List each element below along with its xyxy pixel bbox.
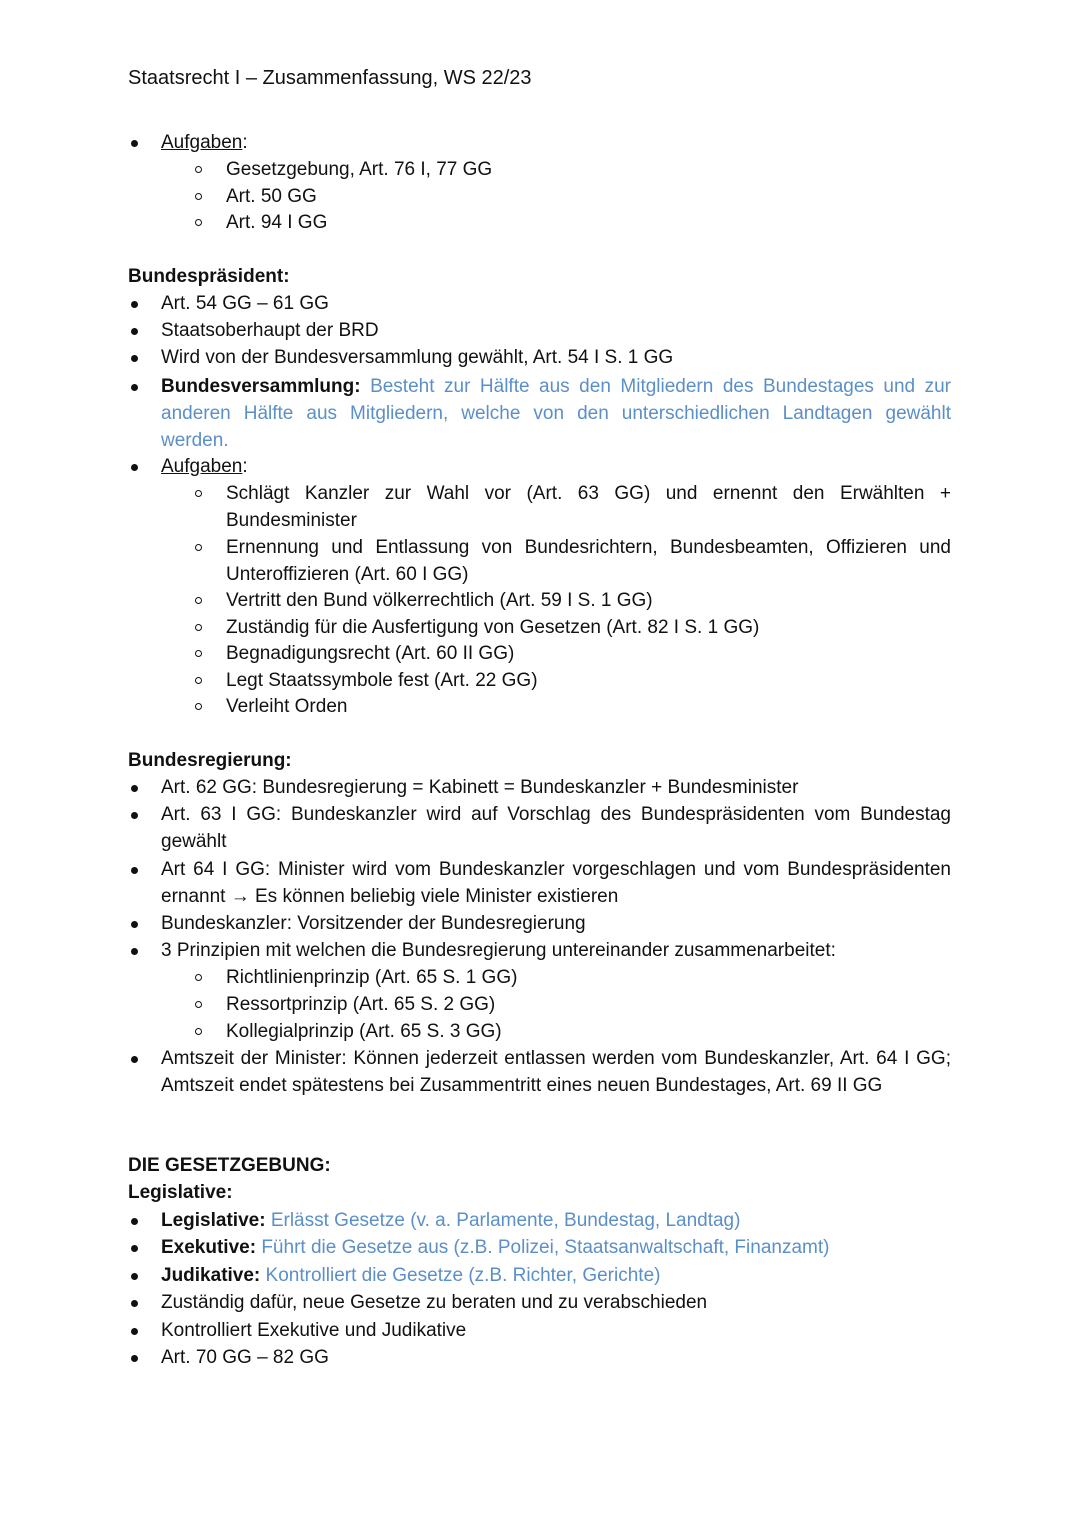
definition-bundesversammlung: Bundesversammlung: Besteht zur Hälfte aus den Mitgliedern des Bundestages und zur anderen Hälfte aus Mitgliedern, welche von den unterschiedlichen Landtagen gewählt werden. (161, 376, 951, 451)
section-heading-bundesregierung: Bundesregierung: (128, 750, 292, 771)
circle-bullet-icon (195, 974, 202, 981)
bullet-icon (131, 384, 138, 391)
circle-bullet-icon (195, 166, 202, 173)
list-item-text: Amtszeit der Minister: Können jederzeit entlassen werden vom Bundeskanzler, Art. 64 I GG; Amtszeit endet spätestens bei Zusammentritt eines neuen Bundestages, Art. 69 II GG (161, 1048, 951, 1096)
list-item-text: Art. 63 I GG: Bundeskanzler wird auf Vorschlag des Bundespräsidenten vom Bundestag gewählt (161, 804, 951, 852)
page-header-title: Staatsrecht I – Zusammenfassung, WS 22/23 (128, 67, 532, 89)
section-heading-gesetzgebung: DIE GESETZGEBUNG: (128, 1155, 331, 1176)
bullet-icon (131, 328, 138, 335)
subheading-legislative: Legislative: (128, 1182, 233, 1203)
circle-bullet-icon (195, 219, 202, 226)
bullet-icon (131, 1355, 138, 1362)
bullet-icon (131, 301, 138, 308)
bullet-icon (131, 1328, 138, 1335)
bullet-icon (131, 1056, 138, 1063)
bullet-icon (131, 1218, 138, 1225)
bullet-icon (131, 948, 138, 955)
document-page: Staatsrecht I – Zusammenfassung, WS 22/23 Aufgaben: Gesetzgebung, Art. 76 I, 77 GG Art. 50 GG Art. 94 I GG Bundespräsident: Art. 54 GG – 61 GG Staatsoberhaupt der BRD Wird von der Bundesversammlung gewählt, Art. 54 I S. 1 GG Bundesversammlung: Besteht zur Hälfte aus den Mitgliedern des Bundestages und zur anderen Hälfte aus Mitgliedern, welche von den unterschiedlichen Landtagen gewählt werden. Aufgaben: Schlägt Kanzler zur Wahl vor (Art. 63 GG) und ernennt den Erwählten + Bundesminister Ernennung und Entlassung von Bundesrichtern, Bundesbeamten, Offizieren und Unteroffizieren (Art. 60 I GG) Vertritt den Bund völkerrechtlich (Art. 59 I S. 1 GG) Zuständig für die Ausfertigung von Gesetzen (Art. 82 I S. 1 GG) Begnadigungsrecht (Art. 60 II GG) Legt Staatssymbole fest (Art. 22 GG) Verleiht Orden Bundesregierung: Art. 62 GG: Bundesregierung = Kabinett = Bundeskanzler + Bundesminister Art. 63 I GG: Bundeskanzler wird auf Vorschlag des Bundespräsidenten vom Bundestag gewählt Art 64 I GG: Minister wird vom Bundeskanzler vorgeschlagen und vom Bundespräsidenten ernannt → Es können beliebig viele Minister existieren Bundeskanzler: Vorsitzender der Bundesregierung 3 Prinzipien mit welchen die Bundesregierung untereinander zusammenarbeitet: Richtlinienprinzip (Art. 65 S. 1 GG) Ressortprinzip (Art. 65 S. 2 GG) Kollegialprinzip (Art. 65 S. 3 GG) Amtszeit der Minister: Können jederzeit entlassen werden vom Bundeskanzler, Art. 64 I GG; Amtszeit endet spätestens bei Zusammentritt eines neuen Bundestages, Art. 69 II GG DIE GESETZGEBUNG: Legislative: Legislative: Erlässt Gesetze (v. a. Parlamente, Bundestag, Landtag) Exekutive: Führt die Gesetze aus (z.B. Polizei, Staatsanwaltschaft, Finanzamt) Judikative: Kontrolliert die Gesetze (z.B. Richter, Gerichte) Zuständig dafür, neue Gesetze zu beraten und zu verabschieden Kontrolliert Exekutive und Judikative Art. 70 GG – 82 GG (0, 0, 1080, 1527)
bullet-icon (131, 1245, 138, 1252)
circle-bullet-icon (195, 703, 202, 710)
bullet-icon (131, 921, 138, 928)
bullet-icon (131, 1300, 138, 1307)
circle-bullet-icon (195, 1001, 202, 1008)
aufgaben-label: Aufgaben (161, 456, 243, 477)
aufgabe-text: Schlägt Kanzler zur Wahl vor (Art. 63 GG) und ernennt den Erwählten + Bundesminister (226, 483, 951, 531)
bullet-icon (131, 867, 138, 874)
circle-bullet-icon (195, 1028, 202, 1035)
aufgaben-label: Aufgaben (161, 132, 243, 153)
bullet-icon (131, 464, 138, 471)
bullet-icon (131, 1273, 138, 1280)
bullet-icon (131, 140, 138, 147)
bullet-icon (131, 812, 138, 819)
circle-bullet-icon (195, 490, 202, 497)
circle-bullet-icon (195, 544, 202, 551)
circle-bullet-icon (195, 597, 202, 604)
circle-bullet-icon (195, 624, 202, 631)
list-item-text: Art 64 I GG: Minister wird vom Bundeskanzler vorgeschlagen und vom Bundespräsidenten ernannt → Es können beliebig viele Minister existieren (161, 859, 951, 907)
section-heading-bundespraesident: Bundespräsident: (128, 266, 290, 287)
circle-bullet-icon (195, 193, 202, 200)
aufgabe-text: Ernennung und Entlassung von Bundesrichtern, Bundesbeamten, Offizieren und Unteroffizieren (Art. 60 I GG) (226, 537, 951, 585)
bullet-icon (131, 355, 138, 362)
circle-bullet-icon (195, 677, 202, 684)
bullet-icon (131, 785, 138, 792)
circle-bullet-icon (195, 650, 202, 657)
